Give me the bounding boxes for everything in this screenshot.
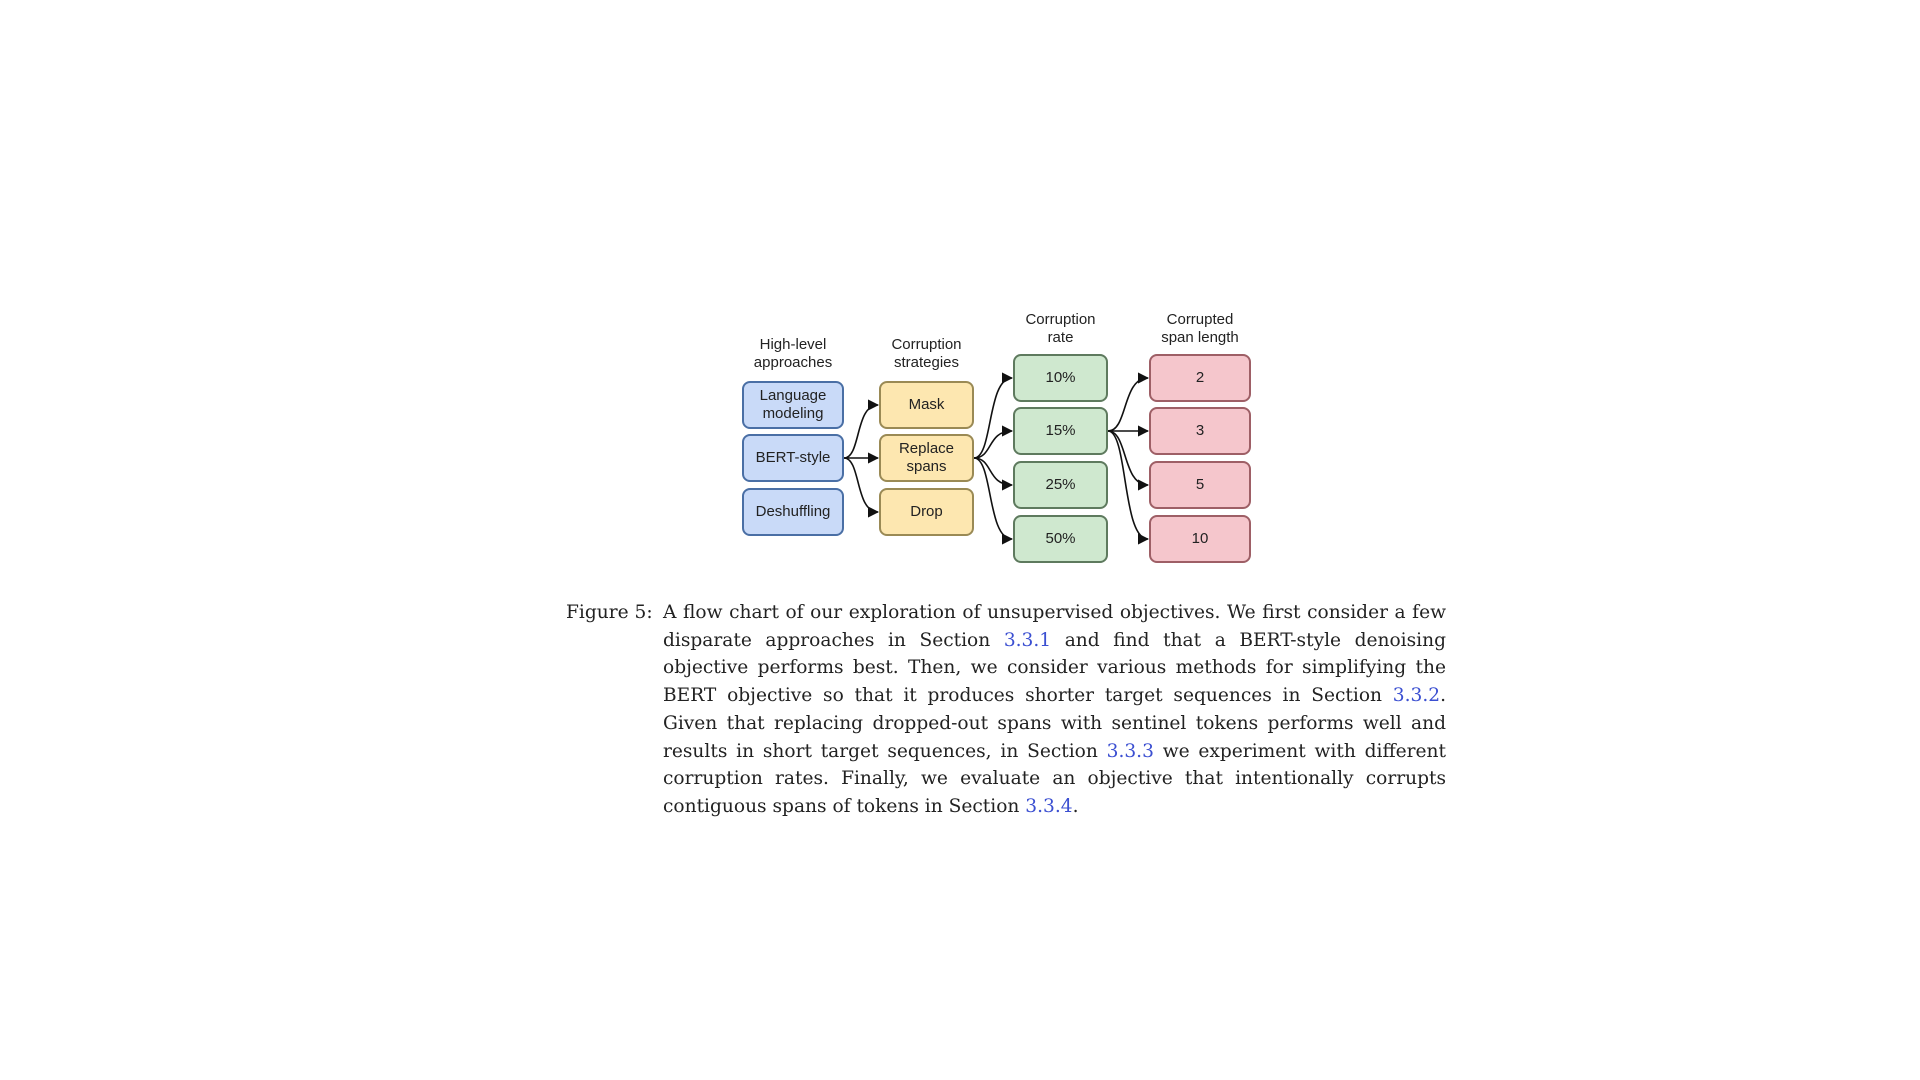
node-span-3 (1150, 408, 1250, 454)
node-label-deshuffling: Deshuffling (755, 502, 831, 520)
node-label-span-5: 5 (1195, 475, 1205, 493)
edge-replace-spans-to-rate-10 (974, 378, 1012, 458)
node-rate-25 (1014, 462, 1107, 508)
node-label-replace-spans: Replace (898, 439, 955, 457)
edge-rate-15-to-span-2 (1108, 378, 1148, 431)
node-rate-15 (1014, 408, 1107, 454)
node-label-rate-15: 15% (1045, 421, 1076, 439)
node-replace-spans (880, 435, 973, 481)
section-link-3-3-4[interactable]: 3.3.4 (1025, 795, 1073, 817)
node-deshuffling (743, 489, 843, 535)
column-title-approaches: High-level (759, 336, 827, 353)
node-label-span-2: 2 (1195, 368, 1205, 386)
node-label-drop: Drop (910, 502, 943, 520)
edge-replace-spans-to-rate-50 (974, 458, 1012, 539)
section-link-3-3-3[interactable]: 3.3.3 (1106, 740, 1154, 762)
column-title-strategies: strategies (893, 354, 960, 371)
figure-caption (566, 599, 1446, 821)
caption-text-segment: A flow chart of our exploration of unsupervised objectives. We first consider a few disparate approaches in Section (663, 602, 1446, 651)
edge-rate-15-to-span-10 (1108, 431, 1148, 539)
node-label-bert-style: BERT-style (755, 448, 831, 466)
node-drop (880, 489, 973, 535)
column-title-span-lengths: Corrupted (1166, 311, 1234, 328)
node-label-rate-25: 25% (1045, 475, 1076, 493)
column-title-approaches: approaches (753, 354, 833, 371)
section-link-3-3-1[interactable]: 3.3.1 (1003, 629, 1052, 651)
node-rate-50 (1014, 516, 1107, 562)
node-span-5 (1150, 462, 1250, 508)
section-link-3-3-2[interactable]: 3.3.2 (1392, 685, 1441, 707)
caption-label: Figure 5: (566, 602, 653, 623)
flow-chart-nodes (743, 355, 1250, 562)
edge-rate-15-to-span-5 (1108, 431, 1148, 485)
node-label-language-modeling: modeling (762, 404, 824, 422)
caption-text (663, 599, 1446, 821)
column-title-rates: rate (1047, 329, 1074, 346)
node-label-span-3: 3 (1195, 421, 1205, 439)
edge-bert-style-to-mask (844, 405, 878, 458)
caption-text-segment: . (1072, 795, 1079, 817)
node-rate-10 (1014, 355, 1107, 401)
node-language-modeling (743, 382, 843, 428)
caption-text-segment: we experiment with different corruption rates. Finally, we evaluate an objective that intentionally corrupts contiguous spans of tokens in Section (663, 740, 1446, 817)
node-label-rate-10: 10% (1045, 368, 1076, 386)
node-label-mask: Mask (908, 395, 945, 413)
node-span-10 (1150, 516, 1250, 562)
node-mask (880, 382, 973, 428)
caption-text-segment: and find that a BERT-style denoising objective performs best. Then, we consider various methods for simplifying the BERT objective so that it produces shorter target sequences in Section (663, 629, 1446, 707)
column-title-span-lengths: span length (1161, 329, 1239, 346)
edge-bert-style-to-drop (844, 458, 878, 512)
caption-text-segment: . Given that replacing dropped-out spans with sentinel tokens performs well and results in short target sequences, in Section (663, 685, 1446, 762)
node-label-language-modeling: Language (759, 386, 827, 404)
node-label-replace-spans: spans (906, 457, 947, 475)
node-label-rate-50: 50% (1045, 529, 1076, 547)
column-title-rates: Corruption (1025, 311, 1096, 328)
column-title-strategies: Corruption (891, 336, 962, 353)
node-span-2 (1150, 355, 1250, 401)
node-label-span-10: 10 (1191, 529, 1209, 547)
node-bert-style (743, 435, 843, 481)
